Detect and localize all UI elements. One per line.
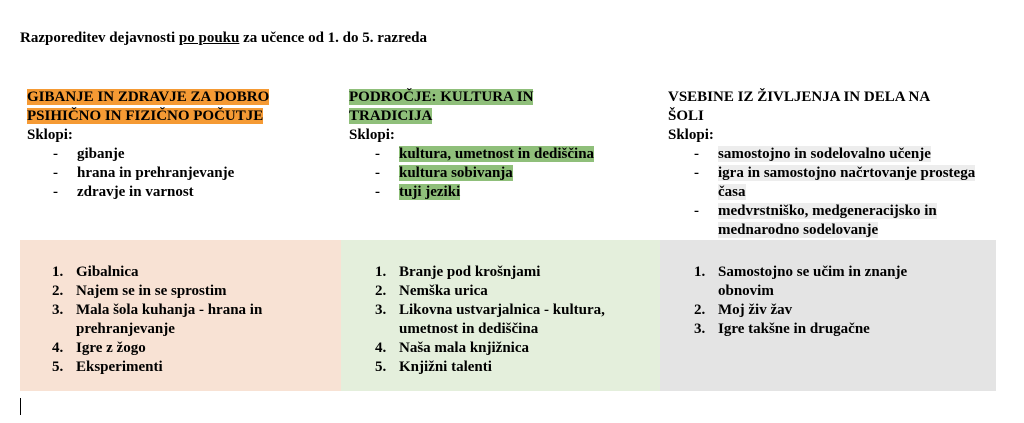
column-heading xyxy=(27,88,332,126)
sklopi-list xyxy=(349,145,649,202)
column-life-work xyxy=(668,88,988,240)
title-text-end: za učence od 1. do 5. razreda xyxy=(239,30,427,46)
list-item: - zdravje in varnost xyxy=(27,183,332,202)
sklopi-list xyxy=(27,145,332,202)
heading-line: GIBANJE IN ZDRAVJE ZA DOBRO xyxy=(27,89,270,105)
activity-text: Knjižni talenti xyxy=(399,359,492,375)
list-item xyxy=(668,202,988,240)
item-number: 3. xyxy=(52,302,64,318)
activities-band-culture xyxy=(341,240,660,391)
heading-line: PODROČJE: KULTURA IN xyxy=(349,89,534,105)
heading-line: VSEBINE IZ ŽIVLJENJA IN DELA NA xyxy=(668,89,931,105)
list-item: - gibanje xyxy=(27,145,332,164)
title-underlined: po pouku xyxy=(178,30,240,46)
list-item-text: samostojno in sodelovalno učenje xyxy=(718,146,931,162)
column-movement-health xyxy=(27,88,332,202)
sklopi-label: Sklopi: xyxy=(349,127,395,143)
activity-item xyxy=(694,301,964,320)
list-item-text: igra in samostojno načrtovanje prostega časa xyxy=(718,165,976,200)
activities-list xyxy=(694,263,964,339)
item-number: 2. xyxy=(375,283,387,299)
activity-item xyxy=(375,301,645,339)
activity-item xyxy=(375,263,645,282)
activity-item xyxy=(52,358,312,377)
activity-text: Nemška urica xyxy=(399,283,488,299)
item-number: 1. xyxy=(375,264,387,280)
activity-item xyxy=(375,282,645,301)
item-number: 5. xyxy=(375,359,387,375)
activity-text: Najem se in se sprostim xyxy=(76,283,227,299)
activity-text: Igre z žogo xyxy=(76,340,146,356)
list-item-text: kultura sobivanja xyxy=(399,165,513,181)
activity-text: Mala šola kuhanja - hrana in prehranjevanje xyxy=(76,302,263,337)
activity-text: Moj živ žav xyxy=(718,302,793,318)
text-cursor xyxy=(20,398,21,415)
activity-text: Eksperimenti xyxy=(76,359,163,375)
item-number: 3. xyxy=(694,321,706,337)
list-item: - hrana in prehranjevanje xyxy=(27,164,332,183)
activity-item xyxy=(694,320,964,339)
heading-line: PSIHIČNO IN FIZIČNO POČUTJE xyxy=(27,108,264,124)
activities-band-life xyxy=(660,240,996,391)
activities-list xyxy=(52,263,312,377)
list-item-text: kultura, umetnost in dediščina xyxy=(399,146,595,162)
item-number: 1. xyxy=(694,264,706,280)
list-item xyxy=(349,164,649,183)
sklopi-list xyxy=(668,145,988,240)
column-heading xyxy=(349,88,649,126)
list-item xyxy=(668,145,988,164)
list-item-text: tuji jeziki xyxy=(399,184,461,200)
activity-item xyxy=(52,301,312,339)
item-number: 4. xyxy=(52,340,64,356)
activity-text: Branje pod krošnjami xyxy=(399,264,541,280)
activity-text: Samostojno se učim in znanje obnovim xyxy=(718,264,908,299)
list-item-text: medvrstniško, medgeneracijsko in mednarodno sodelovanje xyxy=(718,203,937,238)
item-number: 4. xyxy=(375,340,387,356)
activity-text: Igre takšne in drugačne xyxy=(718,321,870,337)
item-number: 2. xyxy=(694,302,706,318)
heading-line: TRADICIJA xyxy=(349,108,433,124)
sklopi-label: Sklopi: xyxy=(27,127,73,143)
item-number: 3. xyxy=(375,302,387,318)
heading-line: ŠOLI xyxy=(668,108,704,124)
activity-text: Naša mala knjižnica xyxy=(399,340,530,356)
column-culture-tradition xyxy=(349,88,649,202)
activity-item xyxy=(52,263,312,282)
activity-item xyxy=(52,339,312,358)
activity-item xyxy=(375,339,645,358)
activity-text: Gibalnica xyxy=(76,264,139,280)
list-item xyxy=(668,164,988,202)
activity-text: Likovna ustvarjalnica - kultura, umetnost in dediščina xyxy=(399,302,605,337)
document-title xyxy=(20,30,427,47)
activities-list xyxy=(375,263,645,377)
sklopi-label: Sklopi: xyxy=(668,127,714,143)
item-number: 1. xyxy=(52,264,64,280)
list-item xyxy=(349,145,649,164)
item-number: 5. xyxy=(52,359,64,375)
activity-item xyxy=(52,282,312,301)
activity-item xyxy=(694,263,964,301)
activities-band-movement xyxy=(20,240,341,391)
list-item xyxy=(349,183,649,202)
title-text-start: Razporeditev dejavnosti xyxy=(20,30,179,46)
column-heading xyxy=(668,88,988,126)
item-number: 2. xyxy=(52,283,64,299)
activity-item xyxy=(375,358,645,377)
